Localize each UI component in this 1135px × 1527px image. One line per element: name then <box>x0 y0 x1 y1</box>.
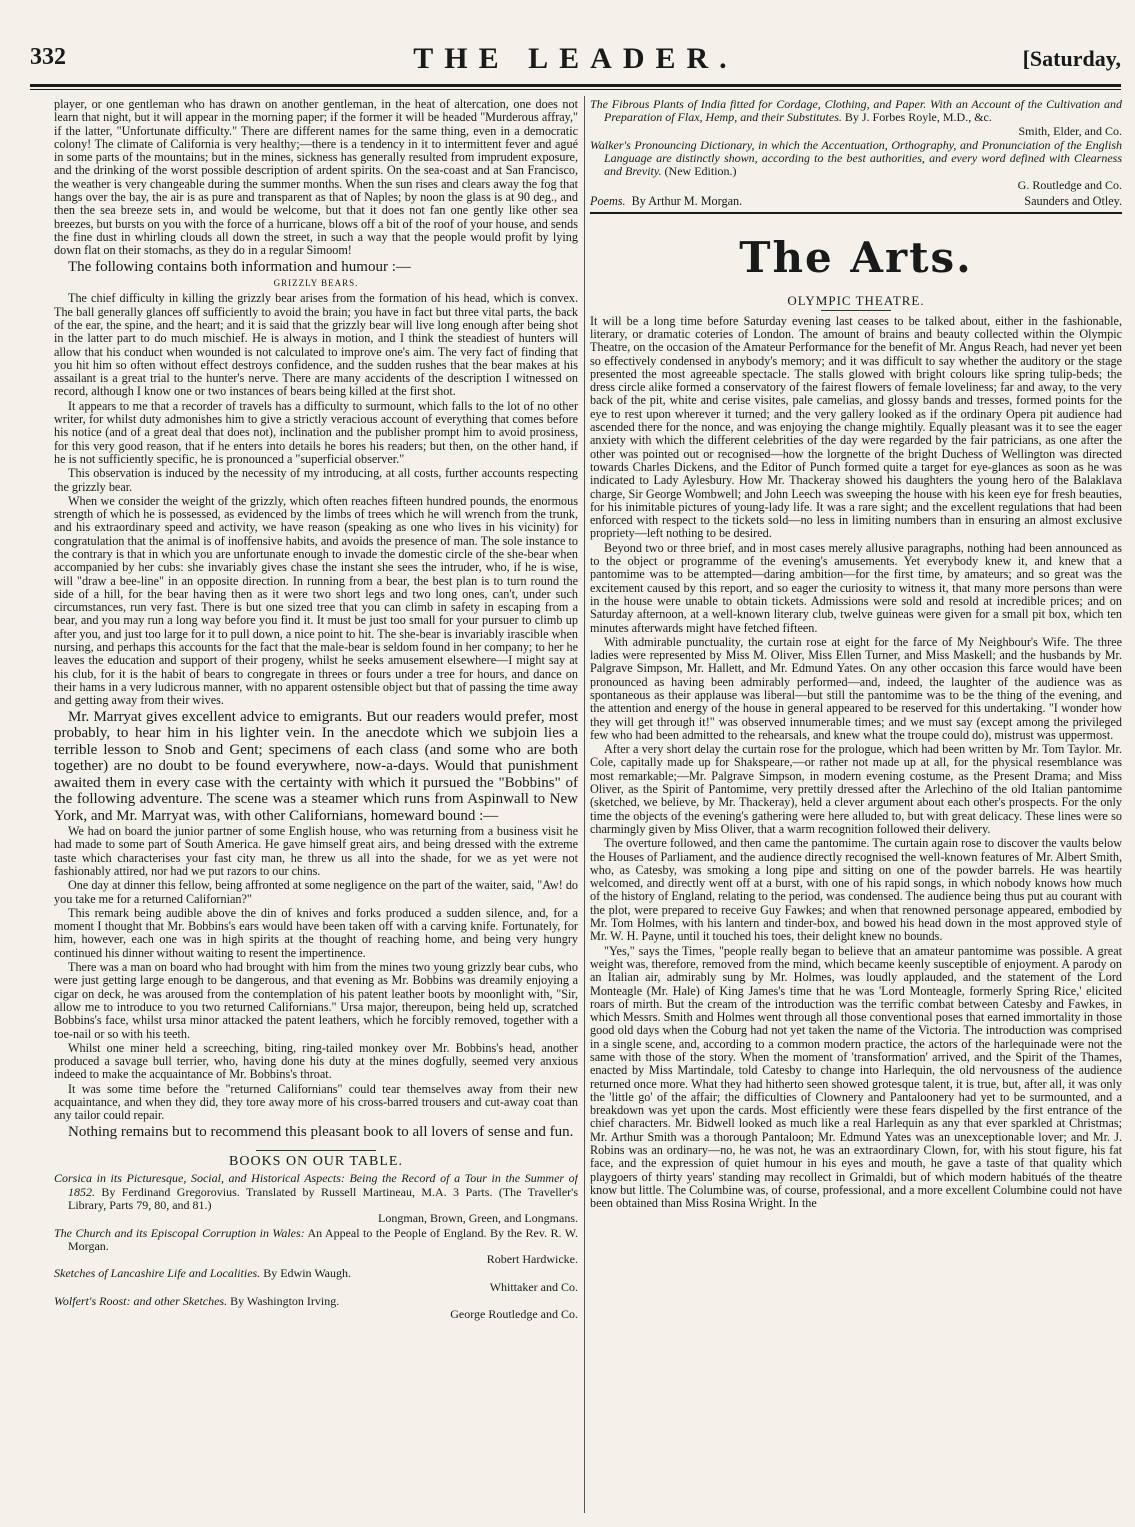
book-entry <box>54 1172 578 1225</box>
book-details: By Arthur M. Morgan. <box>631 194 743 209</box>
book-details: By Washington Irving. <box>230 1294 340 1309</box>
book-details: By Ferdinand Gregorovius. Translated by Russell Martineau, M.A. 3 Parts. (The Traveller's Library, Parts 79, 80, and 81.) <box>68 1184 578 1212</box>
book-publisher: Longman, Brown, Green, and Longmans. <box>378 1211 578 1226</box>
paragraph: With admirable punctuality, the curtain rose at eight for the farce of My Neighbour's Wife. The three ladies were represented by Miss M. Oliver, Miss Ellen Turner, and Miss Maskell; and the husbands by Mr. Palgrave Simpson, Mr. Hallett, and Mr. Edmund Yates. On any other occasion this farce would have been pronounced as having been admirably performed—and, indeed, the laughter of the audience was as spontaneous as their applause was liberal—but still the pantomime was to be the thing of the evening, and the attention and energy of the house in general appeared to be reserved for this undertaking. "I wonder how they will get through it!" was observed innumerable times; and we must say (except among the privileged few who had been admitted to the rehearsals, and knew what the troupe could do), mistrust was uppermost. <box>590 634 1122 742</box>
section-rule <box>590 212 1122 214</box>
paragraph: This remark being audible above the din of knives and forks produced a sudden silence, and, for a moment I thought that Mr. Bobbins's ears would have been taken off with a carving knife. Fortunately, for him, however, each one was in high spirits at the thought of reaching home, and being very hungry continued his dinner without waiting to resent the impertinence. <box>54 905 578 960</box>
book-title: Sketches of Lancashire Life and Localities. <box>54 1266 261 1281</box>
book-title: Wolfert's Roost: and other Sketches. <box>54 1294 228 1309</box>
column-divider <box>584 96 585 1513</box>
book-title: Poems. <box>590 194 626 209</box>
newspaper-title: THE LEADER. <box>413 42 738 75</box>
book-entry <box>54 1295 578 1322</box>
book-title: The Fibrous Plants of India fitted for Cordage, Clothing, and Paper. With an Account of the Cultivation and Preparation of Flax, Hemp, and their Substitutes. <box>590 98 1122 125</box>
subheading-grizzly: GRIZZLY BEARS. <box>273 278 359 289</box>
paragraph: This observation is induced by the necessity of my introducing, at all costs, further accounts respecting the grizzly bear. <box>54 466 578 494</box>
masthead <box>30 40 1121 80</box>
book-publisher: G. Routledge and Co. <box>1017 177 1122 192</box>
book-entry <box>590 98 1122 138</box>
theatre-heading: OLYMPIC THEATRE. <box>787 293 925 309</box>
book-publisher: Saunders and Otley. <box>1024 194 1122 209</box>
book-details: By Edwin Waugh. <box>263 1266 352 1281</box>
paragraph: The chief difficulty in killing the grizzly bear arises from the formation of his head, which is convex. The ball generally glances off sufficiently to avoid the brain; you have in fact but three vital parts, the back of the ear, the spine, and the heart; and it is said that the grizzly bear will live long enough after being shot in the latter part to do much mischief. He is always in motion, and I think the steadiest of hunters will allow that his conduct when wounded is not calculated to improve one's aim. The very fact of finding that you hit him so often without effect destroys confidence, and the sudden rushes that the bear makes at his assailant is a great trial to the hunter's nerve. There are many accidents of the description I witnessed on record, although I know one or two instances of bears being killed at the first shot. <box>54 291 578 399</box>
book-entry <box>54 1227 578 1267</box>
book-publisher: George Routledge and Co. <box>450 1307 578 1322</box>
book-title: The Church and its Episcopal Corruption in Wales: <box>54 1225 305 1240</box>
paragraph: It was some time before the "returned Californians" could tear themselves away from their new acquaintance, and when they did, they tore away more of his cross-barred trousers and cut-away coat than any tailor could repair. <box>54 1081 578 1123</box>
book-publisher: Smith, Elder, and Co. <box>1018 123 1122 138</box>
paragraph: The following contains both information and humour :— <box>68 258 411 275</box>
book-entry <box>590 139 1122 192</box>
paragraph: It will be a long time before Saturday evening last ceases to be talked about, either in the fashionable, literary, or dramatic coteries of London. The amount of brains and beauty collected within the Olympic Theatre, on the occasion of the Amateur Performance for the benefit of Mr. Angus Reach, had never yet been so effectively condensed in anybody's memory; and it was difficult to say whether the auditory or the stage presented the most agreeable spectacle. The stalls glowed with bright colours like spring tulip-beds; the dress circle alike formed a conservatory of the fairest flowers of female loveliness; far and away, to the very back of the pit, white and cerise visites, pale camelias, and glossy bands and tresses, formed points for the eye to rest upon wherever it turned; and the very gallery looked as if the ordinary Opera pit audience had ascended there for the nonce, and was enjoying the change mightily. Equally pleasant was it to see the eager anxiety with which the different celebrities of the day were regarded by the fair patricians, as one after the other was pointed out or recognised—how the lorgnette of the bright Duchess of Wellington was directed towards Charles Dickens, and the Editor of Punch formed quite a target for eye-glances as soon as he was indicated to Lady Aylesbury. How Mr. Thackeray showed his daughters the young hero of the Balaklava charge, Sir George Wombwell; and John Leech was sweeping the house with his keen eye for fresh beauties, for his inimitable pictures of young-lady life. It was a rare sight; and the excellent regulations that had been enforced with respect to the tickets sold—no less in limiting numbers than in ensuring an almost exclusive propriety—left nothing to be desired. <box>590 313 1122 541</box>
paragraph: It appears to me that a recorder of travels has a difficulty to surmount, which falls to the lot of no other writer, for whilst duty admonishes him to give a strictly veracious account of everything that comes before his notice (and of a great deal that does not), inclination and the publisher prompt him to avoid prosiness, for this very good reason, that if he enters into details he bores his readers; but then, on the other hand, if he is not sufficiently specific, he is pronounced a "superficial observer." <box>54 398 578 466</box>
right-column <box>590 98 1122 1513</box>
paragraph: We had on board the junior partner of some English house, who was returning from a business visit he had made to some part of South America. He gave himself great airs, and being dressed with the extreme taste which characterises your fast city man, he threw us all into the shade, for we as yet were not fashionably attired, nor had we put razors to our chins. <box>54 824 578 878</box>
book-details: An Appeal to the People of England. By the Rev. R. W. Morgan. <box>68 1225 578 1253</box>
book-details: (New Edition.) <box>664 164 737 179</box>
issue-day: [Saturday, <box>1022 46 1121 71</box>
paragraph: Whilst one miner held a screeching, biting, ring-tailed monkey over Mr. Bobbins's head, another produced a savage bull terrier, who, having done his duty at the mines dogfully, seemed very anxious indeed to make the acquaintance of Mr. Bobbins's throat. <box>54 1040 578 1082</box>
books-heading: BOOKS ON OUR TABLE. <box>229 1154 403 1170</box>
book-publisher: Robert Hardwicke. <box>486 1252 578 1267</box>
paragraph: Mr. Marryat gives excellent advice to emigrants. But our readers would prefer, most probably, to hear him in his lighter vein. In the anecdote which we subjoin lies a terrible lesson to Snob and Gent; specimens of each class (and some who are both together) are no doubt to be found everywhere, now-a-days. Would that punishment awaited them in every case with the certainty with which it pursued the "Bobbins" of the following adventure. The scene was a steamer which runs from Aspinwall to New York, and Mr. Marryat was, with other Californians, homeward bound :— <box>54 708 578 824</box>
paragraph: When we consider the weight of the grizzly, which often reaches fifteen hundred pounds, the enormous strength of which he is possessed, as evidenced by the limbs of trees which he will wrench from the trunk, and his extraordinary speed and activity, we have reason (speaking as one who lives in his vicinity) for congratulation that the animal is of inoffensive habits, and avoids the presence of man. The sole instance to the contrary is that in which you are unfortunate enough to invade the domestic circle of the she-bear when accompanied by her cubs: she invariably gives chase the instant she sees the intruder, who, if he is wise, will "draw a bee-line" in an opposite direction. In running from a bear, the best plan is to turn round the side of a hill, for the bear having then as it were two short legs and two long ones, can't, under such circumstances, run very fast. There is but one sized tree that you can climb in safety in escaping from a bear, and you may run a long way before you find it. It must be just too small for your pursuer to climb up after you, and just too large for it to pull down, a nice point to hit. The she-bear is invariably irascible when nursing, and perhaps this accounts for the fact that the male-bear is seldom found in her company; to her he leaves the education and support of their progeny, whilst he seeks amusement elsewhere—I might say at his club, for it is the habit of bears to congregate in threes or fours under a tree for hours, and dance on their hams in a very ludicrous manner, with no apparent ostensible object but that of passing the time away and getting away from their wives. <box>54 493 578 708</box>
paragraph: Nothing remains but to recommend this pleasant book to all lovers of sense and fun. <box>68 1123 574 1140</box>
paragraph: Beyond two or three brief, and in most cases merely allusive paragraphs, nothing had been announced as to the object or programme of the evening's amusements. Yet everybody knew it, and knew that a pantomime was to be attempted—daring ambition—for the first time, by amateurs; and so great was the excitement caused by this report, and so eager the curiosity to witness it, that many more persons than were in the house were unable to obtain tickets. Admissions were sold and resold at incredible prices; and on Saturday afternoon, at a well-known literary club, twelve guineas were given for a small pit box, which ten minutes afterwards might have fetched fifteen. <box>590 540 1122 635</box>
book-title: Walker's Pronouncing Dictionary, in which the Accentuation, Orthography, and Pronunciation of the English Language are distinctly shown, according to the best authorities, and every word defined with Clearness and Brevity. <box>590 137 1122 179</box>
book-details: By J. Forbes Royle, M.D., &c. <box>844 110 992 125</box>
paragraph: After a very short delay the curtain rose for the prologue, which had been written by Mr. Tom Taylor. Mr. Cole, capitally made up for Shakspeare,—or rather not made up at all, for the physical resemblance was most remarkable;—Mr. Palgrave Simpson, in modern evening costume, as the Present Drama; and Miss Oliver, as the Spirit of Pantomime, very prettily dressed after the Arlechino of the old Italian pantomime (sketched, we believe, by Mr. Thackeray), held a clever argument about each other's prospects. For the only time the objects of the evening's gathering were here alluded to, but with great delicacy. These lines were so charmingly given by Miss Oliver, that a warm recognition followed their delivery. <box>590 742 1122 836</box>
page-number: 332 <box>30 44 66 70</box>
paragraph: The overture followed, and then came the pantomime. The curtain again rose to discover the vaults below the Houses of Parliament, and the audience directly recognised the well-known features of Mr. Albert Smith, who, as Catesby, was smoking a long pipe and sitting on one of the powder barrels. He was heartily welcomed, and directly went off at a burst, with one of his rapid songs, in which nobody knows how much of the history of England, relating to the period, was condensed. The audience being thus put au courant with the plot, were prepared to receive Guy Fawkes; and when that renowned personage appeared, embodied by Mr. Tom Holmes, with his lantern and tinder-box, and bowed his head down in the most approved style of Mr. W. H. Payne, until it touched his toes, their delight knew no bounds. <box>590 836 1122 944</box>
left-column <box>54 98 578 1513</box>
book-title: Corsica in its Picturesque, Social, and Historical Aspects: Being the Record of a Tour in the Summer of 1852. <box>54 1171 578 1199</box>
masthead-rule-thin <box>30 89 1121 90</box>
paragraph: player, or one gentleman who has drawn on another gentleman, in the heat of altercation, one does not learn that night, but it will appear in the morning paper; if the former it will be headed "Murderous affray," if the latter, "Unfortunate difficulty." There are different names for the same thing, even in a democratic colony! The climate of California is very healthy;—there is a tendency in it to intermittent fever and agué in some parts of the mountains; but in the mines, sickness has generally resulted from imprudent exposure, and the drinking of the worst possible description of ardent spirits. On the sea-coast and at San Francisco, the weather is very changeable during the summer months. When the sun rises and clears away the fog that hangs over the bay, the air is as pure and transparent as that of Naples; by noon the glass is at 90 deg., and then the sea breeze sets in, and would be welcome, but that it does not fan one gently like other sea breezes, but bursts on you with the force of a hurricane, blows off a bit of the roof of your house, and sends the fine dust in whirling clouds all down the street, in such a way that the people would profit by lying down flat on their stomachs, as they do in a regular Simoom! <box>54 98 578 258</box>
paragraph: "Yes," says the Times, "people really began to believe that an amateur pantomime was possible. A great weight was, therefore, removed from the mind, which became keenly susceptible of enjoyment. A parody on an Italian air, admirably sung by Mr. Holmes, was loudly applauded, and the statement of the Lord Monteagle (Mr. Hale) of King James's time that he was 'Lord Monteagle, formerly Spring Rice,' elicited roars of mirth. But the cream of the introduction was the terrific combat between Catesby and Fawkes, in which Messrs. Smith and Holmes went through all those conventional poses that earned immortality in those good old days when the Coburg had not yet taken the name of the Victoria. The introduction was comprised in a single scene, and, according to a common modern practice, the actors of the harlequinade were not the same with those of the story. When the moment of 'transformation' arrived, and the Spirit of the Thames, enacted by Miss Martindale, told Catesby to change into Harlequin, the old nervousness of the audience returned once more. What they had hitherto seen showed grotesque talent, it is true, but, after all, it was only the 'little go' of the affair; the difficulties of Clownery and Pantaloonery had yet to be surmounted, and a breakdown was yet upon the cards. Most efficiently were these fears dispelled by the first entrance of the chief characters. Mr. Bidwell looked as much like a real Harlequin as any that ever sparkled at Christmas; Mr. Arthur Smith was a thorough Pantaloon; Mr. Edmund Yates was an unexceptionable lover; and Mr. J. Robins was an ordinary—no, he was not, he was an extraordinary Clown, for, with his stout figure, his fat face, and the expression of quiet humour in his eyes and mouth, he gave a taste of that quality which playgoers of thirty years' standing may recollect in Grimaldi, but of which modern habitués of the theatre know but little. The Columbine was, of course, professional, and a more excellent Columbine could not have been obtained than Miss Rosina Wright. In the <box>590 943 1122 1211</box>
section-rule <box>256 1150 376 1151</box>
book-entry <box>54 1267 578 1294</box>
paragraph: One day at dinner this fellow, being affronted at some negligence on the part of the waiter, said, "Aw! do you take me for a returned Californian?" <box>54 878 578 906</box>
section-rule <box>821 310 891 311</box>
masthead-rule <box>30 84 1121 87</box>
arts-heading: The Arts. <box>739 233 973 283</box>
book-publisher: Whittaker and Co. <box>489 1279 578 1294</box>
book-entry-poems <box>590 195 1122 208</box>
paragraph: There was a man on board who had brought with him from the mines two young grizzly bear cubs, who were just getting large enough to be dangerous, and that evening as Mr. Bobbins was dreamily enjoying a cigar on deck, he was aroused from the contemplation of his patent leather boots by moonlight with, "Sir, allow me to introduce to you two returned Californians." Ursa major, thereupon, being held up, scratched Bobbins's face, whilst ursa minor attacked the patent leathers, which he forcibly removed, together with a toe-nail or so with his teeth. <box>54 960 578 1041</box>
